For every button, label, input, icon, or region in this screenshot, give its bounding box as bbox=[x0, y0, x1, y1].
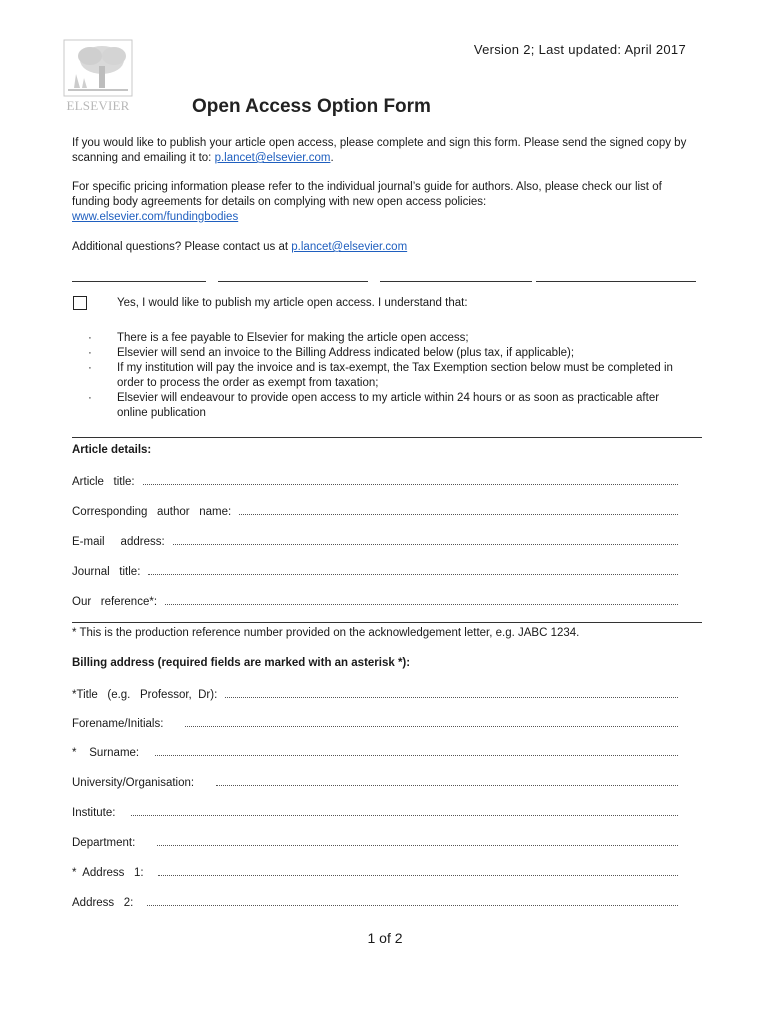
fill-line[interactable] bbox=[165, 594, 678, 605]
surname-field[interactable] bbox=[72, 745, 678, 760]
field-label: Address 2: bbox=[72, 897, 134, 909]
fill-line[interactable] bbox=[185, 716, 678, 727]
article-details-heading: Article details: bbox=[72, 444, 152, 456]
contact-text: Additional questions? Please contact us at bbox=[72, 241, 292, 253]
elsevier-logo bbox=[62, 38, 134, 116]
field-label: * Address 1: bbox=[72, 867, 144, 879]
divider bbox=[536, 281, 696, 282]
field-label: Article title: bbox=[72, 476, 135, 488]
our-reference-field[interactable] bbox=[72, 594, 678, 609]
field-label: Corresponding author name: bbox=[72, 506, 232, 518]
bullet-icon: · bbox=[88, 362, 92, 374]
divider bbox=[218, 281, 368, 282]
reference-footnote: * This is the production reference number provided on the acknowledgement letter, e.g. JABC 1234. bbox=[72, 627, 580, 639]
divider bbox=[72, 622, 702, 623]
billing-title-field[interactable] bbox=[72, 687, 678, 702]
bullet-icon: · bbox=[88, 347, 92, 359]
pricing-text: For specific pricing information please refer to the individual journal’s guide for authors. Also, please check our list of funding body agreements for details on complying with new open access policies: bbox=[72, 181, 662, 208]
fill-line[interactable] bbox=[147, 895, 678, 906]
intro-paragraph-3 bbox=[72, 240, 700, 255]
email-link[interactable]: p.lancet@elsevier.com bbox=[214, 152, 331, 164]
department-field[interactable] bbox=[72, 835, 678, 850]
bullet-icon: · bbox=[88, 332, 92, 344]
list-item bbox=[88, 346, 688, 361]
list-item bbox=[88, 391, 688, 421]
list-item-text: Elsevier will send an invoice to the Billing Address indicated below (plus tax, if applicable); bbox=[117, 347, 575, 359]
list-item-text: There is a fee payable to Elsevier for making the article open access; bbox=[117, 332, 469, 344]
terms-list bbox=[88, 331, 688, 421]
tree-logo-icon bbox=[62, 38, 134, 98]
fill-line[interactable] bbox=[225, 687, 678, 698]
field-label: E-mail address: bbox=[72, 536, 165, 548]
forename-field[interactable] bbox=[72, 716, 678, 731]
address-1-field[interactable] bbox=[72, 865, 678, 880]
fill-line[interactable] bbox=[148, 564, 678, 575]
field-label: Our reference*: bbox=[72, 596, 158, 608]
fill-line[interactable] bbox=[239, 504, 678, 515]
list-item bbox=[88, 331, 688, 346]
logo-wordmark: ELSEVIER bbox=[66, 98, 130, 113]
page-title: Open Access Option Form bbox=[192, 96, 431, 117]
checkbox-label: Yes, I would like to publish my article open access. I understand that: bbox=[117, 297, 468, 309]
field-label: Forename/Initials: bbox=[72, 718, 164, 730]
field-label: Institute: bbox=[72, 807, 116, 819]
divider bbox=[72, 281, 206, 282]
contact-email-link[interactable]: p.lancet@elsevier.com bbox=[291, 241, 408, 253]
institute-field[interactable] bbox=[72, 805, 678, 820]
fill-line[interactable] bbox=[216, 775, 678, 786]
funding-bodies-link[interactable]: www.elsevier.com/fundingbodies bbox=[72, 211, 239, 223]
corresponding-author-field[interactable] bbox=[72, 504, 678, 519]
page-number: 1 of 2 bbox=[367, 930, 403, 946]
journal-title-field[interactable] bbox=[72, 564, 678, 579]
fill-line[interactable] bbox=[143, 474, 678, 485]
field-label: *Title (e.g. Professor, Dr): bbox=[72, 689, 218, 701]
bullet-icon: · bbox=[88, 392, 92, 404]
address-2-field[interactable] bbox=[72, 895, 678, 910]
fill-line[interactable] bbox=[131, 805, 678, 816]
field-label: Department: bbox=[72, 837, 136, 849]
fill-line[interactable] bbox=[173, 534, 678, 545]
field-label: University/Organisation: bbox=[72, 777, 195, 789]
list-item-text: If my institution will pay the invoice and is tax-exempt, the Tax Exemption section below must be completed in order to process the order as exempt from taxation; bbox=[117, 362, 673, 389]
intro-text-end: . bbox=[330, 152, 334, 164]
intro-text: If you would like to publish your article open access, please complete and sign this form. Please send the signed copy by scanning and emailing it to: bbox=[72, 137, 687, 164]
intro-paragraph-1 bbox=[72, 136, 700, 166]
version-note: Version 2; Last updated: April 2017 bbox=[473, 42, 686, 57]
divider bbox=[380, 281, 532, 282]
billing-address-heading: Billing address (required fields are marked with an asterisk *): bbox=[72, 657, 411, 669]
fill-line[interactable] bbox=[155, 745, 678, 756]
intro-paragraph-2 bbox=[72, 180, 700, 225]
field-label: Journal title: bbox=[72, 566, 141, 578]
university-field[interactable] bbox=[72, 775, 678, 790]
divider bbox=[72, 437, 702, 438]
fill-line[interactable] bbox=[157, 835, 678, 846]
field-label: * Surname: bbox=[72, 747, 140, 759]
open-access-checkbox[interactable] bbox=[73, 296, 87, 310]
list-item-text: Elsevier will endeavour to provide open access to my article within 24 hours or as soon as practicable after online publication bbox=[117, 392, 660, 419]
email-address-field[interactable] bbox=[72, 534, 678, 549]
fill-line[interactable] bbox=[158, 865, 678, 876]
list-item bbox=[88, 361, 688, 391]
article-title-field[interactable] bbox=[72, 474, 678, 489]
